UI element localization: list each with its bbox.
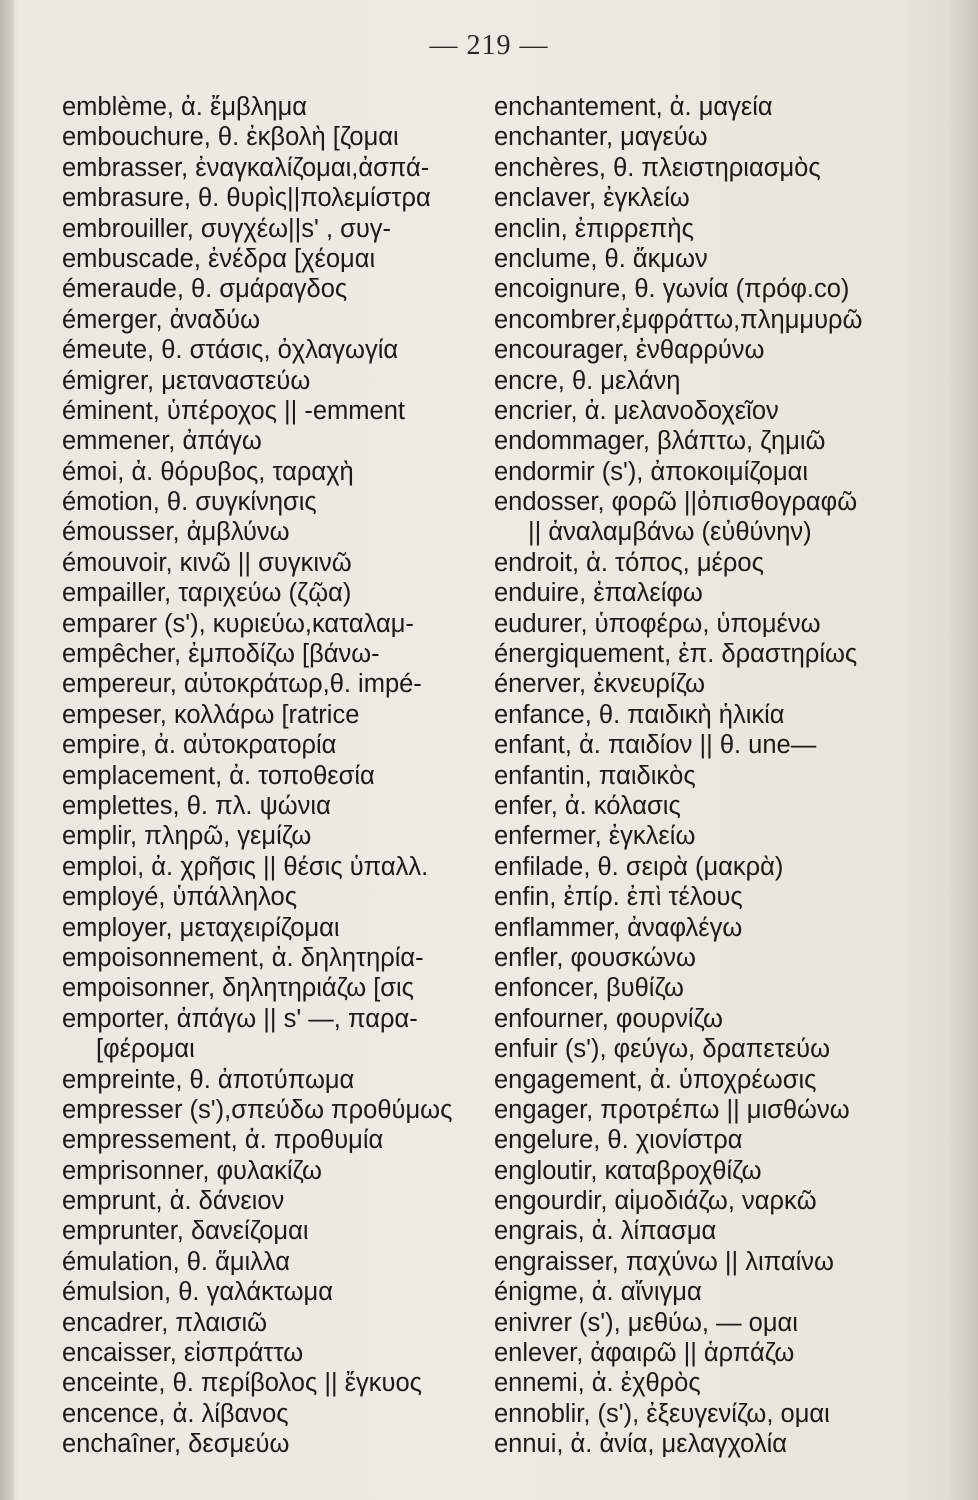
dictionary-entry: embuscade, ἐνέδρα [χέομαι — [62, 244, 376, 273]
dictionary-entry: enfant, ἀ. παιδίον || θ. une— — [494, 731, 817, 760]
dictionary-entry: emprunter, δανείζομαι — [62, 1217, 309, 1246]
dictionary-entry: empeser, κολλάρω [ratrice — [62, 700, 360, 729]
dictionary-entry: émousser, ἀμβλύνω — [62, 518, 290, 547]
dictionary-entry: enchères, θ. πλειστηριασμὸς — [494, 153, 821, 182]
dictionary-entry: ennoblir, (s'), ἐξευγενίζω, ομαι — [494, 1399, 830, 1428]
dictionary-entry: empoisonner, δηλητηριάζω [σις — [62, 974, 414, 1003]
dictionary-entry: enclin, ἐπιρρεπὴς — [494, 214, 694, 243]
dictionary-entry: ennemi, ἀ. ἐχθρὸς — [494, 1369, 701, 1398]
dictionary-entry: engagement, ἀ. ὑποχρέωσις — [494, 1065, 817, 1094]
dictionary-entry: émigrer, μεταναστεύω — [62, 366, 311, 395]
dictionary-entry: encaisser, εἰσπράττω — [62, 1339, 304, 1368]
dictionary-entry: énerver, ἐκνευρίζω — [494, 670, 706, 699]
dictionary-entry: enflammer, ἀναφλέγω — [494, 913, 743, 942]
dictionary-entry: encre, θ. μελάνη — [494, 366, 681, 395]
dictionary-entry: enfler, φουσκώνω — [494, 943, 696, 972]
dictionary-entry: endosser, φορῶ ||ὀπισθογραφῶ — [494, 488, 858, 517]
dictionary-entry: enfance, θ. παιδικὴ ἡλικία — [494, 700, 785, 729]
page-number: — 219 — — [429, 30, 549, 61]
dictionary-entry: enfin, ἐπίρ. ἐπὶ τέλους — [494, 883, 743, 912]
dictionary-entry: embrasser, ἐναγκαλίζομαι,ἀσπά- — [62, 153, 430, 182]
dictionary-entry: emporter, ἀπάγω || s' —, παρα- — [62, 1004, 418, 1033]
dictionary-entry: émerger, ἀναδύω — [62, 305, 260, 334]
dictionary-entry: empailler, ταριχεύω (ζῷα) — [62, 579, 352, 608]
dictionary-entry: employer, μεταχειρίζομαι — [62, 913, 340, 942]
dictionary-entry: enceinte, θ. περίβολος || ἔγκυος — [62, 1369, 422, 1398]
dictionary-entry: enclume, θ. ἄκμων — [494, 244, 708, 273]
left-column — [62, 92, 472, 1460]
dictionary-entry: émulsion, θ. γαλάκτωμα — [62, 1278, 333, 1307]
dictionary-entry: enchaîner, δεσμεύω — [62, 1430, 290, 1459]
dictionary-entry: emblème, ἀ. ἔμβλημα — [62, 93, 308, 121]
dictionary-entry: emplacement, ἀ. τοποθεσία — [62, 761, 375, 790]
dictionary-entry: engelure, θ. χιονίστρα — [494, 1126, 743, 1155]
dictionary-entry: eudurer, ὑποφέρω, ὑπομένω — [494, 609, 821, 638]
dictionary-entry: empoisonnement, ἀ. δηλητηρία- — [62, 943, 424, 972]
dictionary-entry: employé, ὑπάλληλος — [62, 883, 297, 912]
dictionary-entry: emplettes, θ. πλ. ψώνια — [62, 791, 331, 820]
dictionary-entry: enfantin, παιδικὸς — [494, 761, 696, 790]
dictionary-entry: enclaver, ἐγκλείω — [494, 184, 690, 213]
dictionary-entry: || ἀναλαμβάνω (εὐθύνην) — [528, 518, 812, 547]
dictionary-entry: encourager, ἐνθαρρύνω — [494, 336, 765, 365]
dictionary-entry: emparer (s'), κυριεύω,καταλαμ- — [62, 609, 414, 638]
page-edge-shadow — [948, 0, 978, 1500]
dictionary-entry: embrouiller, συγχέω||s' , συγ- — [62, 214, 392, 243]
dictionary-entry: empereur, αὐτοκράτωρ,θ. impé- — [62, 670, 422, 699]
dictionary-entry: empressement, ἀ. προθυμία — [62, 1126, 384, 1155]
dictionary-entry: engourdir, αἱμοδιάζω, ναρκῶ — [494, 1187, 817, 1216]
dictionary-entry: émeute, θ. στάσις, ὀχλαγωγία — [62, 336, 399, 365]
dictionary-entry: émulation, θ. ἅμιλλα — [62, 1247, 291, 1276]
dictionary-entry: endroit, ἀ. τόπος, μέρος — [494, 548, 764, 577]
dictionary-entry: emprunt, ἀ. δάνειον — [62, 1187, 285, 1216]
dictionary-entry: enivrer (s'), μεθύω, — ομαι — [494, 1308, 798, 1337]
dictionary-entry: énigme, ἀ. αἴνιγμα — [494, 1278, 702, 1307]
dictionary-entry: éminent, ὑπέροχος || -emment — [62, 396, 405, 425]
dictionary-entry: enfoncer, βυθίζω — [494, 974, 684, 1003]
dictionary-entry: endommager, βλάπτω, ζημιῶ — [494, 427, 826, 456]
dictionary-entry: encence, ἀ. λίβανος — [62, 1399, 289, 1428]
dictionary-entry: émeraude, θ. σμάραγδος — [62, 275, 348, 304]
dictionary-entry: embouchure, θ. ἐκβολὴ [ζομαι — [62, 123, 399, 152]
dictionary-entry: enchantement, ἀ. μαγεία — [494, 93, 773, 121]
dictionary-entry: [φέρομαι — [96, 1035, 195, 1064]
dictionary-entry: engager, προτρέπω || μισθώνω — [494, 1095, 850, 1124]
dictionary-entry: encadrer, πλαισιῶ — [62, 1308, 268, 1337]
dictionary-entry: emplir, πληρῶ, γεμίζω — [62, 822, 312, 851]
dictionary-entry: enfermer, ἐγκλείω — [494, 822, 696, 851]
dictionary-entry: émotion, θ. συγκίνησις — [62, 488, 317, 517]
dictionary-entry: ennui, ἀ. ἀνία, μελαγχολία — [494, 1430, 788, 1459]
dictionary-entry: emprisonner, φυλακίζω — [62, 1156, 322, 1185]
dictionary-entry: engraisser, παχύνω || λιπαίνω — [494, 1247, 834, 1276]
dictionary-entry: enfuir (s'), φεύγω, δραπετεύω — [494, 1035, 831, 1064]
dictionary-entry: enfilade, θ. σειρὰ (μακρὰ) — [494, 852, 784, 881]
dictionary-entry: enlever, ἀφαιρῶ || ἁρπάζω — [494, 1339, 795, 1368]
dictionary-entry: empreinte, θ. ἀποτύπωμα — [62, 1065, 355, 1094]
dictionary-entry: encrier, ἀ. μελανοδοχεῖον — [494, 396, 779, 425]
dictionary-entry: emploi, ἀ. χρῆσις || θέσις ὑπαλλ. — [62, 852, 429, 881]
right-column — [494, 92, 904, 1460]
dictionary-entry: embrasure, θ. θυρὶς||πολεμίστρα — [62, 184, 431, 213]
dictionary-entry: engloutir, καταβροχθίζω — [494, 1156, 762, 1185]
dictionary-entry: endormir (s'), ἀποκοιμίζομαι — [494, 457, 809, 486]
dictionary-entry: encoignure, θ. γωνία (πρόφ.co) — [494, 275, 850, 304]
dictionary-entry: emmener, ἀπάγω — [62, 427, 262, 456]
dictionary-entry: enfer, ἀ. κόλασις — [494, 791, 681, 820]
dictionary-entry: énergiquement, ἐπ. δραστηρίως — [494, 640, 858, 669]
book-spine — [0, 0, 14, 1500]
dictionary-entry: encombrer,ἐμφράττω,πλημμυρῶ — [494, 305, 863, 334]
dictionary-entry: empêcher, ἐμποδίζω [βάνω- — [62, 640, 380, 669]
dictionary-entry: enchanter, μαγεύω — [494, 123, 708, 152]
dictionary-entry: enfourner, φουρνίζω — [494, 1004, 723, 1033]
dictionary-entry: empire, ἀ. αὐτοκρατορία — [62, 731, 337, 760]
dictionary-entry: engrais, ἀ. λίπασμα — [494, 1217, 717, 1246]
dictionary-entry: émoi, ἀ. θόρυβος, ταραχὴ — [62, 457, 354, 486]
dictionary-entry: empresser (s'),σπεύδω προθύμως — [62, 1095, 453, 1124]
dictionary-entry: émouvoir, κινῶ || συγκινῶ — [62, 548, 352, 577]
dictionary-entry: enduire, ἐπαλείφω — [494, 579, 703, 608]
